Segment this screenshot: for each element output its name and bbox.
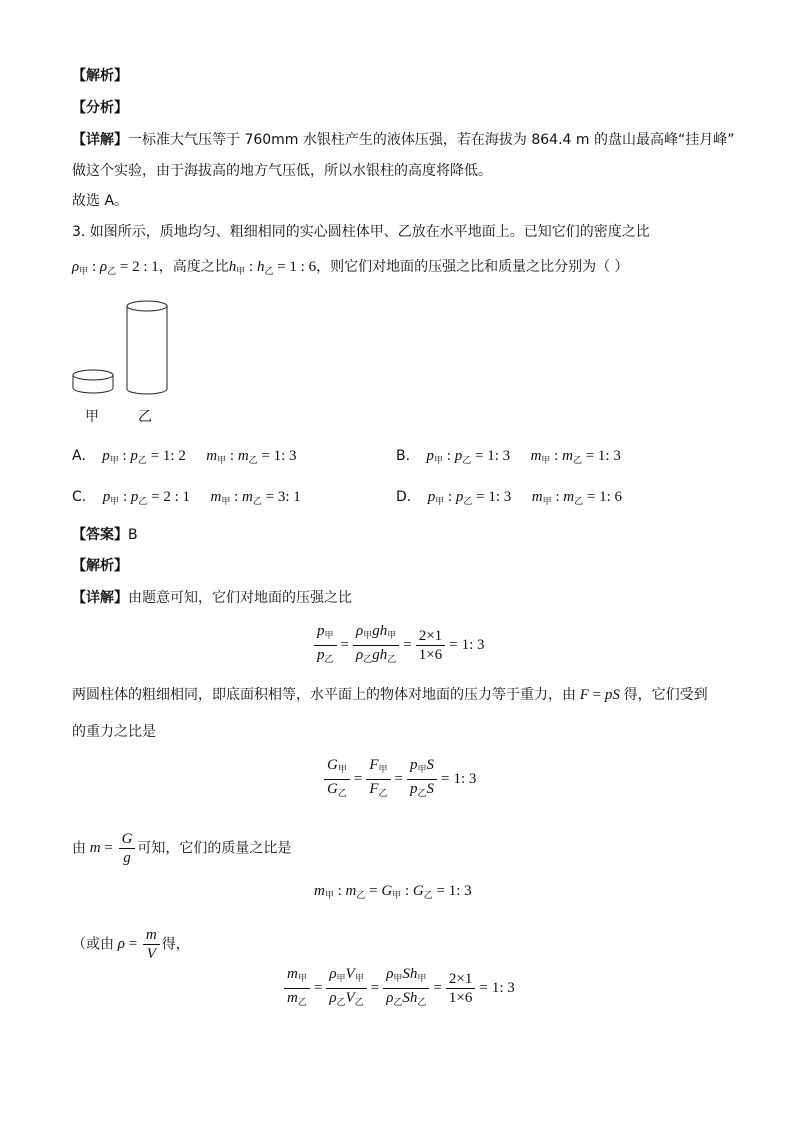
- option-d-letter: D.: [396, 489, 412, 505]
- option-d-pressure-ratio: 1: 3: [488, 489, 512, 505]
- analysis-heading-2: 【解析】: [72, 558, 128, 574]
- option-c-letter: C.: [72, 489, 87, 505]
- detail-text-line2: 做这个实验，由于海拔高的地方气压低，所以水银柱的高度将降低。: [72, 163, 492, 179]
- cylinders-figure: [66, 296, 176, 400]
- gravity-ratio-result: 1: 3: [453, 771, 477, 787]
- option-b-mass-ratio: 1: 3: [597, 448, 621, 464]
- mass-ratio-formula: $m_甲$ : $m_乙 = G_甲$ : $G_乙 = 1$: 3: [314, 883, 472, 901]
- mass-ratio-result: 1: 3: [448, 883, 472, 899]
- option-c-mass-ratio: 3: 1: [277, 489, 301, 505]
- option-a[interactable]: A. $p_甲$ : $p_乙 = 1$: 2 $m_甲$ : $m_乙 = 1$: 3: [72, 448, 297, 466]
- density-ratio-value: 2 : 1: [132, 259, 159, 275]
- analysis-heading: 【解析】: [72, 68, 128, 84]
- mass-ratio-density-formula: $\frac{m_甲}{m_乙}$ = $\frac{\rho_甲V_甲}{\rho_乙V_乙}$ = $\frac{\rho_甲Sh_甲}{\rho_乙Sh_乙}$ = $\frac{2\times 1}{1\times 6}$ = 1: 3: [282, 965, 517, 1012]
- option-c-pressure-ratio: 2 : 1: [163, 489, 191, 505]
- option-d-mass-ratio: 1: 6: [599, 489, 623, 505]
- height-ratio-prefix: ，高度之比: [158, 259, 229, 275]
- answer-line: [72, 525, 138, 545]
- option-b[interactable]: B. $p_甲$ : $p_乙 = 1$: 3 $m_甲$ : $m_乙 = 1$: 3: [396, 448, 621, 466]
- height-ratio-value: 1 : 6: [289, 259, 317, 275]
- option-d[interactable]: D. $p_甲$ : $p_乙 = 1$: 3 $m_甲$ : $m_乙 = 1$: 6: [396, 489, 623, 507]
- answer-value: B: [128, 527, 138, 543]
- paragraph-4-text-b: 得，: [161, 936, 190, 953]
- paragraph-2-line1: 两圆柱体的粗细相同，即底面积相等，水平面上的物体对地面的压力等于重力，由 F = pS 得，它们受到: [72, 687, 708, 703]
- paragraph-2-line2: 的重力之比是: [72, 724, 156, 740]
- paragraph-4: （或由 ρ = $\frac{m}{V}$ 得，: [72, 927, 190, 962]
- density-ratio-formula: $\rho_甲$ : $\rho_乙 = 2$ : 1: [72, 259, 159, 277]
- option-b-letter: B.: [396, 448, 411, 464]
- option-a-pressure-ratio: 1: 2: [162, 448, 186, 464]
- paragraph-3: 由 m = $\frac{G}{g}$ 可知，它们的质量之比是: [72, 831, 292, 866]
- paragraph-4-text-a: （或由: [72, 936, 114, 953]
- paragraph-3-text-a: 由: [72, 840, 86, 857]
- paragraph-3-text-b: 可知，它们的质量之比是: [137, 840, 292, 857]
- pressure-ratio-result: 1: 3: [461, 637, 485, 653]
- option-b-pressure-ratio: 1: 3: [487, 448, 511, 464]
- question-3-stem: 3. 如图所示，质地均匀、粗细相同的实心圆柱体甲、乙放在水平地面上。已知它们的密度之比: [72, 224, 650, 240]
- option-c[interactable]: C. $p_甲$ : $p_乙 = 2$ : 1 $m_甲$ : $m_乙 = 3$: 1: [72, 489, 301, 507]
- detail-paragraph-2: [72, 588, 352, 608]
- answer-tag: 【答案】: [72, 527, 128, 543]
- label-yi: 乙: [138, 409, 152, 425]
- gravity-ratio-formula: $\frac{G_甲}{G_乙}$ = $\frac{F_甲}{F_乙}$ = $\frac{p_甲S}{p_乙S}$ = 1: 3: [322, 756, 478, 803]
- conclusion-1: 故选 A。: [72, 193, 129, 209]
- paragraph-2-text-b: 得，它们受到: [623, 687, 708, 703]
- pressure-ratio-formula: $\frac{p_甲}{p_乙}$ = $\frac{\rho_甲gh_甲}{\rho_乙gh_乙}$ = $\frac{2\times 1}{1\times 6}$ = 1: 3: [312, 622, 487, 669]
- question-3-suffix: ，则它们对地面的压强之比和质量之比分别为（ ）: [316, 259, 629, 275]
- cylinder-jia: [73, 370, 113, 393]
- height-ratio-formula: $h_甲$ : $h_乙 = 1$ : 6: [228, 259, 317, 277]
- mass-ratio-density-result: 1: 3: [491, 980, 515, 996]
- label-jia: 甲: [85, 409, 99, 425]
- detail-text-2: 由题意可知，它们对地面的压强之比: [128, 590, 352, 606]
- option-a-mass-ratio: 1: 3: [273, 448, 297, 464]
- cylinder-yi: [127, 301, 167, 394]
- detail-paragraph-1: [72, 130, 734, 150]
- detail-text-line1: 一标准大气压等于 760mm 水银柱产生的液体压强，若在海拔为 864.4 m 的盘山最高峰“挂月峰”: [128, 132, 735, 148]
- detail-tag: 【详解】: [72, 132, 128, 148]
- breakdown-heading: 【分析】: [72, 100, 128, 116]
- question-3-ratios: [72, 257, 629, 282]
- paragraph-2-text-a: 两圆柱体的粗细相同，即底面积相等，水平面上的物体对地面的压力等于重力，由: [72, 687, 576, 703]
- option-a-letter: A.: [72, 448, 86, 464]
- detail-tag-2: 【详解】: [72, 590, 128, 606]
